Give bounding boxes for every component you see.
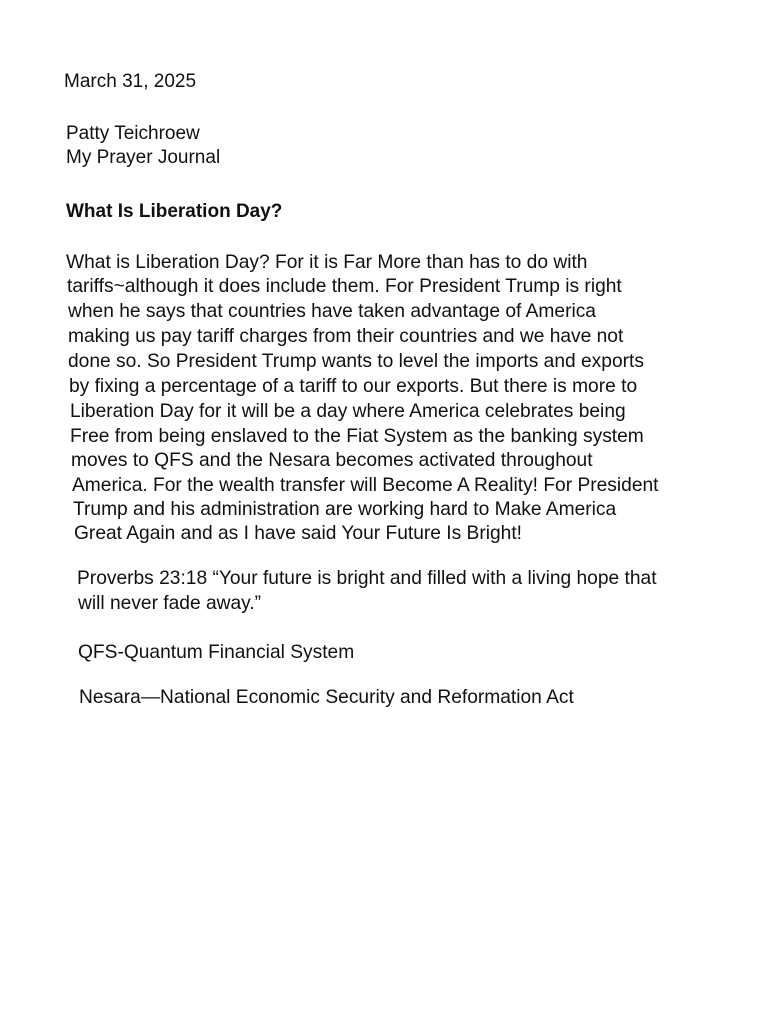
- body-line: America. For the wealth transfer will Become A Reality! For President: [72, 475, 659, 496]
- body-line: Liberation Day for it will be a day where America celebrates being: [70, 401, 626, 422]
- body-line: Great Again and as I have said Your Future Is Bright!: [74, 523, 522, 544]
- verse-line: Proverbs 23:18 “Your future is bright and filled with a living hope that: [77, 568, 657, 589]
- body-line: done so. So President Trump wants to level the imports and exports: [68, 351, 644, 372]
- note-nesara: Nesara—National Economic Security and Reformation Act: [79, 687, 574, 708]
- body-line: when he says that countries have taken advantage of America: [68, 301, 596, 322]
- body-line: making us pay tariff charges from their countries and we have not: [68, 326, 624, 347]
- note-qfs: QFS-Quantum Financial System: [78, 642, 355, 663]
- body-line: Trump and his administration are working hard to Make America: [73, 499, 617, 520]
- body-line: Free from being enslaved to the Fiat System as the banking system: [70, 426, 644, 447]
- body-line: by fixing a percentage of a tariff to our exports. But there is more to: [69, 376, 638, 397]
- body-line: tariffs~although it does include them. For President Trump is right: [67, 276, 622, 297]
- document-title: What Is Liberation Day?: [66, 201, 283, 222]
- body-line: moves to QFS and the Nesara becomes activated throughout: [71, 450, 593, 471]
- journal-name: My Prayer Journal: [66, 147, 221, 168]
- verse-line: will never fade away.”: [78, 593, 262, 614]
- body-line: What is Liberation Day? For it is Far More than has to do with: [66, 252, 588, 273]
- author-name: Patty Teichroew: [66, 123, 200, 144]
- document-date: March 31, 2025: [64, 71, 197, 92]
